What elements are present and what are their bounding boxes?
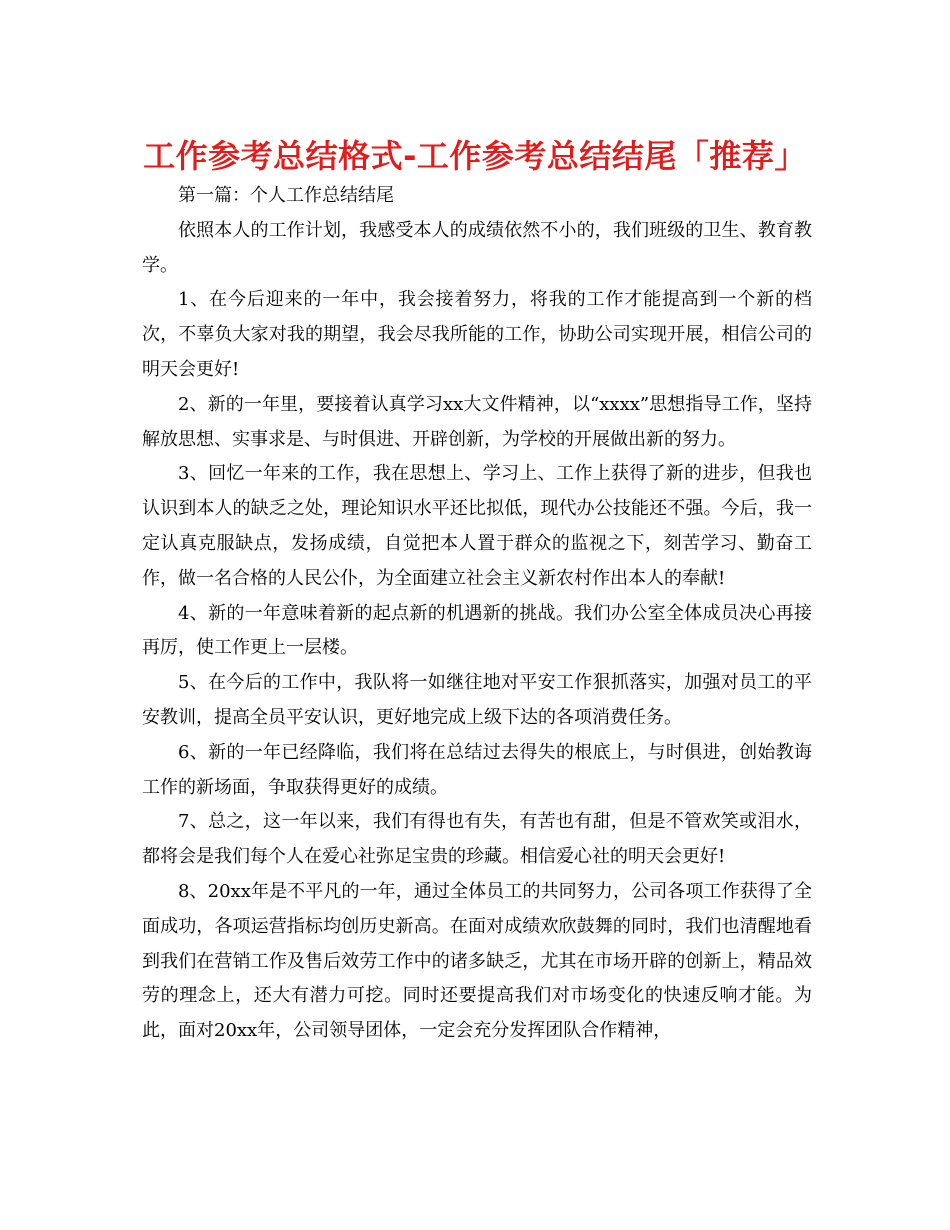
document-body [142, 179, 812, 1049]
paragraph-8: 8、20xx年是不平凡的一年，通过全体员工的共同努力，公司各项工作获得了全面成功，各项运营指标均创历史新高。在面对成绩欢欣鼓舞的同时，我们也清醒地看到我们在营销工作及售后效劳工作中的诸多缺乏，尤其在市场开辟的创新上，精品效劳的理念上，还大有潜力可挖。同时还要提高我们对市场变化的快速反响才能。为此，面对20xx年，公司领导团体，一定会充分发挥团队合作精神， [142, 880, 812, 1042]
paragraph-7: 7、总之，这一年以来，我们有得也有失，有苦也有甜，但是不管欢笑或泪水，都将会是我们每个人在爱心社弥足宝贵的珍藏。相信爱心社的明天会更好! [142, 811, 812, 868]
paragraph-4: 4、新的一年意味着新的起点新的机遇新的挑战。我们办公室全体成员决心再接再厉，使工作更上一层楼。 [142, 602, 812, 659]
paragraph-5: 5、在今后的工作中，我队将一如继往地对平安工作狠抓落实，加强对员工的平安教训，提高全员平安认识，更好地完成上级下达的各项消费任务。 [142, 672, 812, 728]
paragraph-intro: 依照本人的工作计划，我感受本人的成绩依然不小的，我们班级的卫生、教育教学。 [142, 219, 812, 276]
section-heading: 第一篇：个人工作总结结尾 [178, 185, 394, 206]
document-title: 工作参考总结格式-工作参考总结结尾「推荐」 [143, 137, 807, 175]
paragraph-1: 1、在今后迎来的一年中，我会接着努力，将我的工作才能提高到一个新的档次，不辜负大家对我的期望，我会尽我所能的工作，协助公司实现开展，相信公司的明天会更好! [142, 289, 812, 380]
paragraph-6: 6、新的一年已经降临，我们将在总结过去得失的根底上，与时俱进，创始教诲工作的新场面，争取获得更好的成绩。 [142, 741, 812, 798]
paragraph-3: 3、回忆一年来的工作，我在思想上、学习上、工作上获得了新的进步，但我也认识到本人的缺乏之处，理论知识水平还比拟低，现代办公技能还不强。今后，我一定认真克服缺点，发扬成绩，自觉把本人置于群众的监视之下，刻苦学习、勤奋工作，做一名合格的人民公仆，为全面建立社会主义新农村作出本人的奉献! [142, 463, 812, 589]
paragraph-2: 2、新的一年里，要接着认真学习xx大文件精神，以“xxxx”思想指导工作，坚持解放思想、实事求是、与时俱进、开辟创新，为学校的开展做出新的努力。 [142, 393, 812, 450]
